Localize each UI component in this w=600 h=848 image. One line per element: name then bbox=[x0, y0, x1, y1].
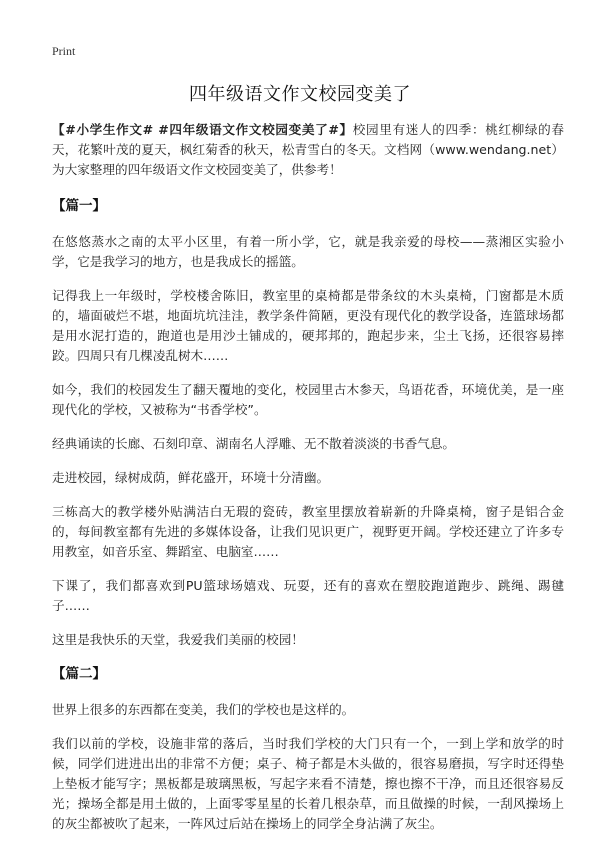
intro-tags: 【#小学生作文# #四年级语文作文校园变美了#】 bbox=[52, 122, 353, 137]
section-1-heading: 【篇一】 bbox=[52, 198, 106, 214]
s1-paragraph-6: 三栋高大的教学楼外贴满洁白无瑕的瓷砖，教室里摆放着崭新的升降桌椅，窗子是铝合金的，每间教室都有先进的多媒体设备，让我们见识更广，视野更开阔。学校还建立了许多专用教室，如音乐室、舞蹈室、电脑室…… bbox=[52, 504, 564, 559]
s1-paragraph-4: 经典诵读的长廊、石刻印章、湖南名人浮雕、无不散着淡淡的书香气息。 bbox=[52, 436, 455, 451]
s1-paragraph-2: 记得我上一年级时，学校楼舍陈旧，教室里的桌椅都是带条纹的木头桌椅，门窗都是木质的，墙面破烂不堪，地面坑坑洼洼，教学条件简陋，更没有现代化的教学设备，连篮球场都是用水泥打造的，跑道也是用沙土铺成的，硬邦邦的，跑起步来，尘土飞扬，还很容易摔跤。四周只有几棵凌乱树木…… bbox=[52, 288, 564, 363]
page-title: 四年级语文作文校园变美了 bbox=[189, 84, 411, 105]
s2-paragraph-1: 世界上很多的东西都在变美，我们的学校也是这样的。 bbox=[52, 702, 355, 717]
s1-paragraph-5: 走进校园，绿树成荫，鲜花盛开，环境十分清幽。 bbox=[52, 470, 330, 485]
s1-paragraph-8: 这里是我快乐的天堂，我爱我们美丽的校园！ bbox=[52, 632, 304, 647]
print-link[interactable]: Print bbox=[52, 44, 76, 58]
s2-paragraph-2: 我们以前的学校，设施非常的落后，当时我们学校的大门只有一个，一到上学和放学的时候，同学们进进出出的非常不方便；桌子、椅子都是木头做的，很容易磨损，写字时还得垫上垫板才能写字；黑板都是玻璃黑板，写起字来看不清楚，擦也擦不干净，而且还很容易反光；操场全都是用土做的，上面零零星星的长着几根杂草，而且做操的时候，一刮风操场上的灰尘都被吹了起来，一阵风过后站在操场上的同学全身沾满了灰尘。 bbox=[52, 736, 564, 831]
s1-paragraph-7: 下课了，我们都喜欢到PU篮球场嬉戏、玩耍，还有的喜欢在塑胶跑道跑步、跳绳、踢毽子…… bbox=[52, 578, 564, 613]
article-body bbox=[52, 120, 564, 848]
intro-text: 校园里有迷人的四季：桃红柳绿的春天，花繁叶茂的夏天，枫红菊香的秋天，松青雪白的冬天。文档网（www.wendang.net）为大家整理的四年级语文作文校园变美了，供参考！ bbox=[52, 122, 565, 177]
s1-paragraph-1: 在悠悠蒸水之南的太平小区里，有着一所小学，它，就是我亲爱的母校——蒸湘区实验小学，它是我学习的地方，也是我成长的摇篮。 bbox=[52, 234, 564, 269]
intro-paragraph bbox=[52, 120, 564, 180]
section-2-heading: 【篇二】 bbox=[52, 666, 106, 682]
s1-paragraph-3: 如今，我们的校园发生了翻天覆地的变化，校园里古木参天，鸟语花香，环境优美，是一座现代化的学校，又被称为“书香学校”。 bbox=[52, 382, 564, 417]
